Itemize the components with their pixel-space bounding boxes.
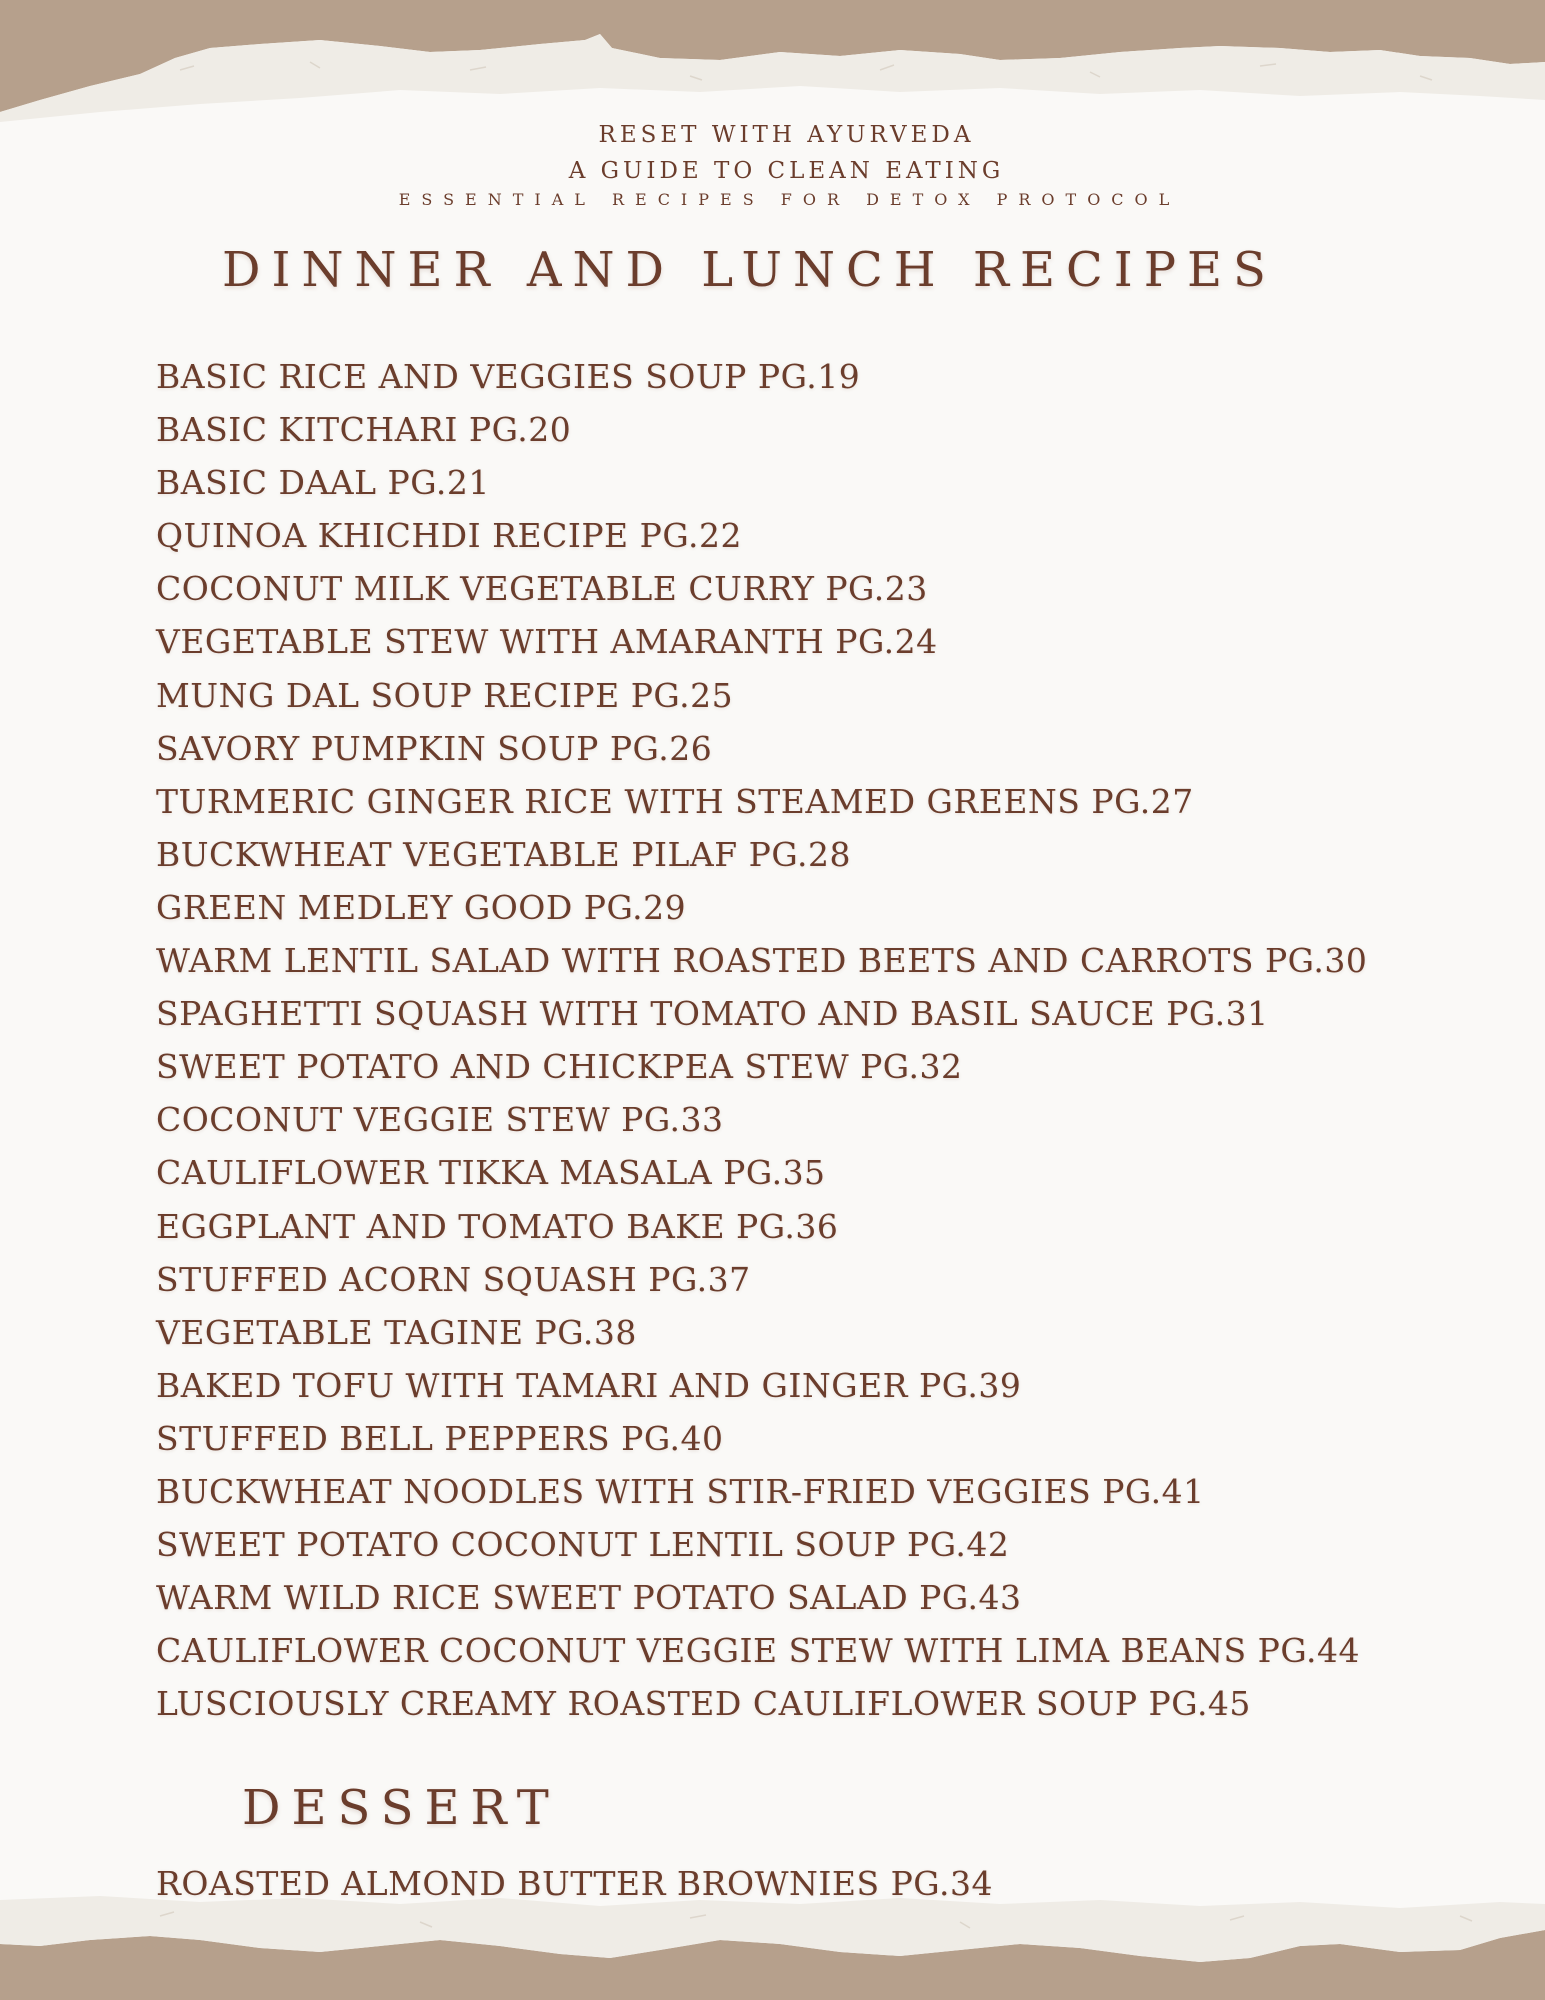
recipe-item: TURMERIC GINGER RICE WITH STEAMED GREENS PG.27 [156,781,1194,821]
recipe-item: MUNG DAL SOUP RECIPE PG.25 [156,675,734,715]
recipe-item: SWEET POTATO COCONUT LENTIL SOUP PG.42 [156,1525,1010,1565]
recipe-item: GREEN MEDLEY GOOD PG.29 [156,887,687,927]
recipe-item: STUFFED ACORN SQUASH PG.37 [156,1259,751,1299]
recipe-item: CAULIFLOWER COCONUT VEGGIE STEW WITH LIMA BEANS PG.44 [156,1631,1361,1671]
recipe-item: WARM LENTIL SALAD WITH ROASTED BEETS AND CARROTS PG.30 [156,941,1368,981]
brand-title: RESET WITH AYURVEDA [598,122,975,148]
recipe-item: SPAGHETTI SQUASH WITH TOMATO AND BASIL SAUCE PG.31 [156,994,1269,1034]
guide-subtitle: A GUIDE TO CLEAN EATING [568,158,1005,184]
recipe-item: BASIC KITCHARI PG.20 [156,410,572,450]
recipe-item: SAVORY PUMPKIN SOUP PG.26 [156,728,713,768]
recipe-item: BASIC DAAL PG.21 [156,463,490,503]
recipe-item: BAKED TOFU WITH TAMARI AND GINGER PG.39 [156,1365,1022,1405]
recipe-item: EGGPLANT AND TOMATO BAKE PG.36 [156,1206,839,1246]
recipe-item: VEGETABLE TAGINE PG.38 [156,1312,637,1352]
recipe-item: VEGETABLE STEW WITH AMARANTH PG.24 [156,622,938,662]
recipe-item: BUCKWHEAT VEGETABLE PILAF PG.28 [156,834,851,874]
recipe-item: STUFFED BELL PEPPERS PG.40 [156,1418,724,1458]
recipe-item: BASIC RICE AND VEGGIES SOUP PG.19 [156,357,861,396]
recipe-item: ROASTED ALMOND BUTTER BROWNIES PG.34 [156,1864,993,1903]
recipe-list-dessert [156,1857,993,1910]
recipe-item: CAULIFLOWER TIKKA MASALA PG.35 [156,1153,826,1193]
recipe-item: WARM WILD RICE SWEET POTATO SALAD PG.43 [156,1578,1022,1618]
recipe-item: SWEET POTATO AND CHICKPEA STEW PG.32 [156,1047,963,1087]
section-heading-dinner-lunch: DINNER AND LUNCH RECIPES [222,242,1277,298]
guide-tagline: ESSENTIAL RECIPES FOR DETOX PROTOCOL [398,190,1181,209]
section-heading-dessert: DESSERT [242,1780,560,1836]
recipe-item: COCONUT MILK VEGETABLE CURRY PG.23 [156,569,928,609]
recipe-item: QUINOA KHICHDI RECIPE PG.22 [156,516,743,556]
recipe-list-dinner-lunch [156,350,1367,1730]
recipe-item: BUCKWHEAT NOODLES WITH STIR-FRIED VEGGIES PG.41 [156,1471,1205,1511]
recipe-item: LUSCIOUSLY CREAMY ROASTED CAULIFLOWER SOUP PG.45 [156,1684,1251,1724]
recipe-item: COCONUT VEGGIE STEW PG.33 [156,1100,724,1140]
